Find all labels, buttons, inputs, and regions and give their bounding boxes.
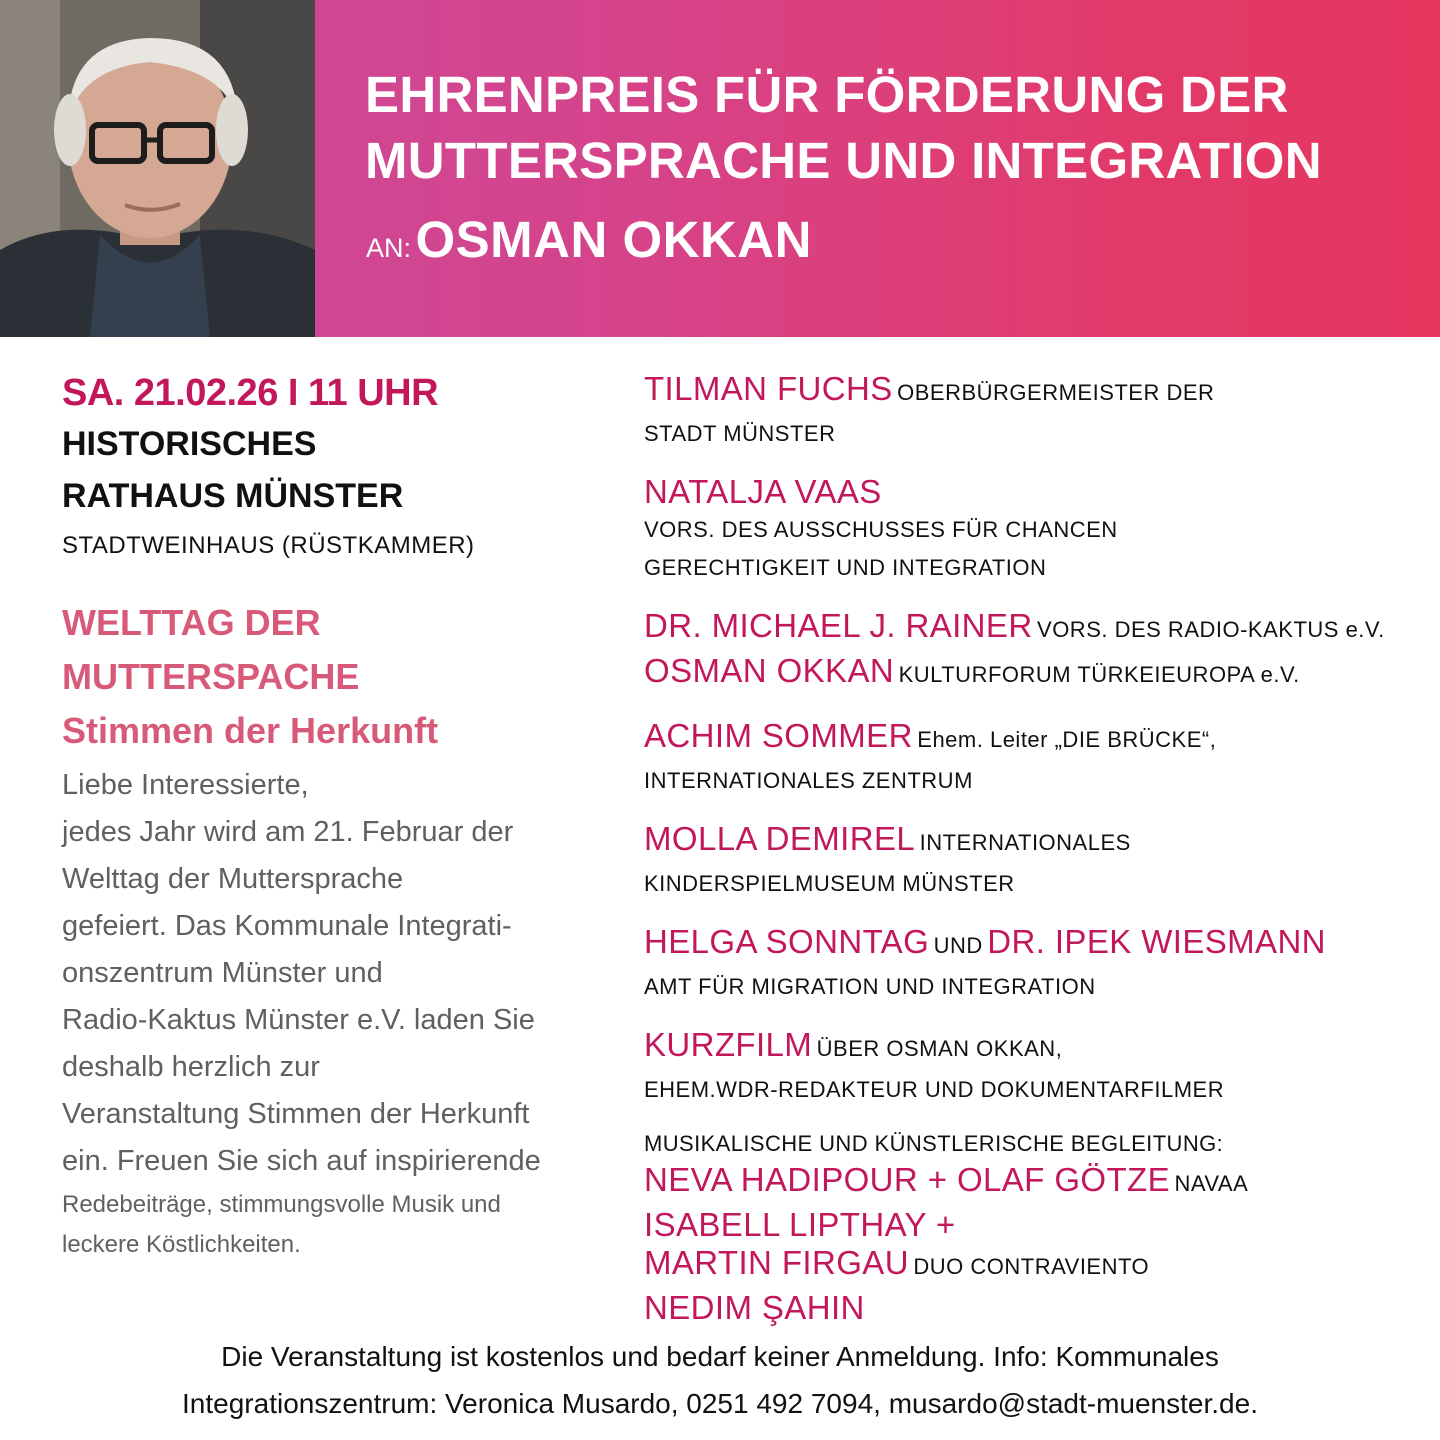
- speaker-role: KULTURFORUM TÜRKEIEUROPA e.V.: [898, 662, 1300, 687]
- conjunction: UND: [933, 933, 983, 958]
- header-banner: [0, 0, 1440, 337]
- portrait-illustration: [0, 0, 315, 337]
- music-section: [644, 1127, 1424, 1327]
- speaker-role: INTERNATIONALES: [919, 830, 1131, 855]
- intro-line: onszentrum Münster und: [62, 957, 383, 989]
- intro-line: Radio-Kaktus Münster e.V. laden Sie: [62, 1004, 535, 1036]
- speaker-name: DR. MICHAEL J. RAINER: [644, 607, 1033, 644]
- speaker-entry: [644, 820, 1424, 903]
- intro-line: Welttag der Muttersprache: [62, 863, 404, 895]
- event-venue: [62, 418, 622, 522]
- intro-line: Veranstaltung Stimmen der Herkunft: [62, 1098, 530, 1130]
- film-description: ÜBER OSMAN OKKAN,: [816, 1036, 1063, 1061]
- speaker-role: AMT FÜR MIGRATION UND INTEGRATION: [644, 974, 1096, 999]
- music-group: NAVAA: [1174, 1171, 1249, 1196]
- intro-text: [62, 762, 622, 1185]
- intro-line: gefeiert. Das Kommunale Integrati-: [62, 910, 512, 942]
- musician-name: ISABELL LIPTHAY +: [644, 1206, 956, 1243]
- film-label: KURZFILM: [644, 1026, 813, 1063]
- intro-line: ein. Freuen Sie sich auf inspirierende: [62, 1145, 541, 1177]
- award-title-line-1: EHRENPREIS FÜR FÖRDERUNG DER: [365, 66, 1289, 123]
- music-heading: MUSIKALISCHE UND KÜNSTLERISCHE BEGLEITUNG:: [644, 1131, 1224, 1156]
- speaker-entry: [644, 607, 1424, 697]
- intro-line: Liebe Interessierte,: [62, 769, 309, 801]
- footer-line-1: Die Veranstaltung ist kostenlos und bedarf keiner Anmeldung. Info: Kommunales: [221, 1341, 1219, 1372]
- film-entry: [644, 1026, 1424, 1109]
- intro-line: jedes Jahr wird am 21. Februar der: [62, 816, 514, 848]
- speaker-role: GERECHTIGKEIT UND INTEGRATION: [644, 555, 1047, 580]
- award-title-line-2: MUTTERSPRACHE UND INTEGRATION: [365, 132, 1322, 189]
- speaker-entry: [644, 370, 1424, 453]
- speaker-role: INTERNATIONALES ZENTRUM: [644, 768, 973, 793]
- program-column: [644, 370, 1424, 1347]
- speaker-role: OBERBÜRGERMEISTER DER: [897, 380, 1215, 405]
- event-title: [62, 596, 622, 758]
- speaker-entry: [644, 717, 1424, 800]
- film-description: EHEM.WDR-REDAKTEUR UND DOKUMENTARFILMER: [644, 1077, 1225, 1102]
- musician-name: NEVA HADIPOUR + OLAF GÖTZE: [644, 1161, 1170, 1198]
- intro-small-line: Redebeiträge, stimmungsvolle Musik und: [62, 1191, 501, 1218]
- event-date-time: SA. 21.02.26 I 11 UHR: [62, 372, 439, 414]
- footer-line-2: Integrationszentrum: Veronica Musardo, 0251 492 7094, musardo@stadt-muenster.de.: [182, 1388, 1258, 1419]
- musician-name: MARTIN FIRGAU: [644, 1244, 909, 1281]
- portrait-photo: [0, 0, 315, 337]
- event-info-column: [62, 368, 622, 1265]
- speaker-name: MOLLA DEMIREL: [644, 820, 916, 857]
- venue-subtitle: STADTWEINHAUS (RÜSTKAMMER): [62, 532, 475, 559]
- speaker-name: NATALJA VAAS: [644, 473, 882, 510]
- musician-name: NEDIM ŞAHIN: [644, 1289, 865, 1326]
- recipient-line: [366, 210, 812, 269]
- award-title: [365, 62, 1322, 194]
- speaker-name: OSMAN OKKAN: [644, 652, 895, 689]
- speaker-role: KINDERSPIELMUSEUM MÜNSTER: [644, 871, 1015, 896]
- intro-text-small: [62, 1185, 622, 1265]
- event-title-line-2: MUTTERSPACHE: [62, 656, 360, 697]
- speaker-role: VORS. DES RADIO-KAKTUS e.V.: [1037, 617, 1385, 642]
- venue-line-1: HISTORISCHES: [62, 425, 317, 463]
- speaker-name: HELGA SONNTAG: [644, 923, 930, 960]
- speaker-entry: [644, 923, 1424, 1006]
- footer-info: [0, 1333, 1440, 1427]
- recipient-prefix: AN:: [366, 233, 412, 263]
- speaker-name: DR. IPEK WIESMANN: [987, 923, 1326, 960]
- event-subtitle: Stimmen der Herkunft: [62, 710, 439, 751]
- speaker-role: VORS. DES AUSSCHUSSES FÜR CHANCEN: [644, 517, 1118, 542]
- recipient-name: OSMAN OKKAN: [415, 211, 812, 268]
- speaker-role: STADT MÜNSTER: [644, 421, 836, 446]
- speaker-entry: [644, 473, 1424, 587]
- event-title-line-1: WELTTAG DER: [62, 602, 321, 643]
- intro-small-line: leckere Köstlichkeiten.: [62, 1231, 301, 1258]
- speaker-name: ACHIM SOMMER: [644, 717, 913, 754]
- speaker-role: Ehem. Leiter „DIE BRÜCKE“,: [917, 727, 1217, 752]
- music-group: DUO CONTRAVIENTO: [913, 1254, 1150, 1279]
- venue-line-2: RATHAUS MÜNSTER: [62, 477, 404, 515]
- intro-line: deshalb herzlich zur: [62, 1051, 320, 1083]
- speaker-name: TILMAN FUCHS: [644, 370, 893, 407]
